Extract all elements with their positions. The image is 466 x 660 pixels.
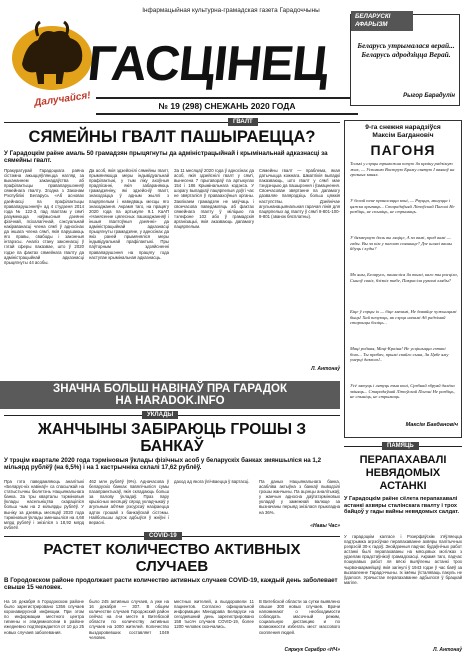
masthead-slogan: Далучайся! <box>33 90 92 109</box>
article-col-2: было 245 активных случаев, а уже на 16 декабря — 307. В общем количестве случаев Городокский район сейчас на 4-м месте в Витебской области по количеству активных случаев на 1000 жителей. Количество выздоровевших составляет 1049 человек. <box>89 599 169 640</box>
poem-header-line-1: 9-га снежня нарадзіўся <box>365 124 441 131</box>
poem-stanza-5: Біце ў сэрцы іх — біце мячамі, Не давайце чужынцамі быць! Хай пачуюць, як сэрца начамі Аб радзімай старонцы баліць... <box>350 309 457 326</box>
masthead-subtitle: Інфармацыйная культурна-грамадская газета Гарадоччыны <box>142 7 320 14</box>
article-col-2: 462 млн рублёў (9%). Адначасова ў беларускіх банках павялічыліся сумы пазапраектыкаў, якія складаюць больш за палову ўкладаў. Праз пару крызісных месяцаў сярод укладчыкаў у агульным аб'ёме рэсурсаў назіраецца адток грошай з банкаўскай сістэмы. Найбольшы адток адбыўся ў жніўні і верасні. <box>89 479 169 525</box>
article-col-3: За 11 месяцаў 2020 года ў адносінах да асоб, якія здзейснілі гвалт у сям'і, вынесена 7 прыгавораў па артыкулах 154 і 186 Крымінальнага кодэкса. У шэрагу выпадкаў пацярпелыя доўгі час не звярталіся ў праваахоўныя органы. Заклікаем грамадзян не маўчаць і своечасова паведамляць аб фактах сямейнага гвалту ў міліцыю па тэлефоне 102 або ў грамадскія арганізацыі, якія аказваюць дапамогу пацярпелым. <box>174 168 254 230</box>
article-col-4: В Витебской области за сутки выявлено свыше 300 новых случаев. Врачи напоминают о необходимости соблюдать масочный режим, социальную дистанцию и по возможности избегать мест массового скопления людей. <box>259 599 340 635</box>
article-col-1: Пракуратурай Гарадоцкага раёна сістэмна ажыццяўляецца нагляд за выкананнем заканадаўства аб прафілактыцы правапарушэнняў сямейнага гвалту. Згодна з Законам Рэспублікі Беларусь «Аб асновах дзейнасці па прафілактыцы правапарушэнняў» ад 4 студзеня 2014 года № 122-З, пад гвалтам у сям'і разумеюцца наўмысныя дзеянні фізічнай, псіхалагічнай, сэксуальнай накіраванасці члена сям'і ў адносінах да іншага члена сям'і, якія парушаюць яго правы, свабоды і законныя інтарэсы. Аналіз стану законнасці ў гэтай сферы паказвае, што ў 2020 годзе па фактах сямейнага гвалту да адміністрацыйнай адказнасці прыцягнуты 44 асобы. <box>4 168 84 265</box>
article-headline: ЖАНЧЫНЫ ЗАБІРАЮЦЬ ГРОШЫ З БАНКАЎ <box>37 421 307 455</box>
website-banner[interactable] <box>0 381 340 409</box>
masthead-title: ГАСЦІНЕЦ <box>85 37 331 91</box>
section-tag: УКЛАДЫ <box>142 411 178 419</box>
article-headline: ПЕРАПАХАВАЛІ НЕВЯДОМЫХ АСТАНКІ <box>359 454 447 492</box>
article-col-1: Пра гэта паведамляюць аналітыкі «Беларус-кіх навінаў» са спасылкай на статыстычны бюлетэнь Нацыянальнага банка. За тры кварталы тэрміновыя ўклады насельніцтва скараціліся больш чым на 2 мільярды рублёў. У выніку за дзевяць месяцаў 2020 года тэрміновыя ўклады зменшыліся на 4,68 млрд рублёў і знізіліся з 18,92 млрд рублёў. <box>4 479 84 529</box>
article-col-4: Сямейны гвалт — праблема, якая датычыцца кожнага. Шматлікія выпадкі паказваюць, што гвалт у сям'і мае тэндэнцыю да пашырэння і ўзмацнення. Своечасовае звяртанне па дапамогу дазваляе папярэдзіць больш цяжкія наступствы. Дзейнічае агульнанацыянальная гарачая лінія для пацярпелых ад гвалту ў сям'і 8-801-100-8-801 (званок бясплатны). <box>259 168 340 219</box>
poem-stanza-4: Мо яны, Беларусь, панясліся За тымі, каго ты расціла, Сыноў сваіх, блізкіх табе, Пакрасіла рукамі хлябы? <box>350 272 458 283</box>
aphorism-text: Беларусь утрымалася верай... Беларусь адродзіцца Верай. <box>357 41 455 60</box>
poem-stanza-6: Маці родная, Маці-Краіна! Не усцішыцца гэтакі боль... Ты прабач, прымі свайго сына, За Цябе яму умерці дазволь!.. <box>350 346 449 363</box>
article-col-1: На 16 декабря в Городокском районе было зарегистрировано 1356 случаев коронавирусной инфекции. При этом по информации местного центра гигиены и эпидемиологии в районе ежедневно подтверждается от 10 до 25 новых случаев заболевания. <box>4 599 84 635</box>
article-col-3: даход ад якога ўлічваецца ў вартасці. <box>174 479 250 484</box>
article-lead: У Гарадоцкім раёне амаль 50 грамадзян прыцягнуты да адміністрацыйнай і крымінальнай адказнасці за сямейны гвалт. <box>4 150 328 165</box>
article-lead: В Городокском районе продолжает расти количество активных случаев COVID-19, каждый день заболевает свыше 15 человек. <box>4 577 338 592</box>
masthead <box>0 0 466 118</box>
banner-line-1: ЗНАЧНА БОЛЬШ НАВІНАЎ ПРА ГАРАДОК <box>53 383 287 395</box>
article-signature: Л. Антонаў <box>311 366 340 372</box>
article-headline: РАСТЕТ КОЛИЧЕСТВО АКТИВНЫХ СЛУЧАЕВ <box>43 541 301 575</box>
aphorism-box <box>350 14 460 106</box>
article-signature: Л. Антонаў <box>433 647 462 653</box>
section-tag: COVID-19 <box>144 532 182 540</box>
article-col-3: местных жителей, а выздоровели 11 пациентов. Согласно официальной информации Минздрава Беларуси на сегодняшний день зарегистрировано 158 тысяч случаев COVID-19, более 1200 человек скончались. <box>174 599 254 630</box>
aphorism-header: БЕЛАРУСКІ АФАРЫЗМ <box>351 11 413 31</box>
article-signature: «Навы Час» <box>310 523 340 529</box>
section-tag: ГВАЛТ <box>228 118 258 126</box>
poem-stanza-2: У белай пене праносяцца коні, — Рвуцца, мкнуцца і цяжка хрыпяць... Старадаўняй Літоўскай Пагоні Не разбіць, не спыніць, не стрымаць. <box>350 198 455 215</box>
issue-line: № 19 (298) СНЕЖАНЬ 2020 ГОДА <box>158 101 296 111</box>
article-bank-deposits <box>4 411 340 535</box>
poem-author: Максім Багдановіч <box>405 422 458 428</box>
article-col-2: Да асоб, якія здзейснілі сямейны гвалт, прымяняюцца меры індывідуальнай прафілактыкі, у тым ліку ахоўныя прадпісанні, якія забараняюць грамадзяніну, які здзейсніў гвалт, знаходзіцца ў адным жыллі з пацярпелым і наведваць месцы яго знаходжання. Акрамя таго, на працягу 2020 года па артыкуле 9.1 КаАП «Нанясенне цялесных пашкоджанняў і іншыя гвалтоўныя дзеянні» да адміністрацыйнай адказнасці прыцягнуты грамадзяне, у адносінах да якіх раней прымяняліся меры індывідуальнай прафілактыкі. Пры паўторным здзяйсненні правапарушэння на працягу года наступае крымінальная адказнасць. <box>89 168 169 260</box>
article-col-4: Па даных Нацыянальнага банка, асабліва актыўна з банкаў выводзілі грошы жанчыны. Па ацэнцы аналітыкаў, у жанчын адносна даўгатэрміновых укладаў у замежнай валюце за вызначаны перыяд знізілася прыкладна на 36%. <box>259 479 340 515</box>
bison-emblem-icon <box>8 14 96 94</box>
article-memory <box>344 442 462 656</box>
poem-title: ПАГОНЯ <box>370 142 436 158</box>
section-tag: ПАМЯЦЬ <box>382 442 419 450</box>
aphorism-author: Рыгор Барадулін <box>403 93 455 99</box>
masthead-rule-bottom <box>96 113 358 115</box>
article-lead: У Гарадоцкім раёне сёлета перапахавалі астанкі ахвяры сталінскага гвалту і трох байцоў у гады вайны невядомых салдат. <box>344 496 460 516</box>
banner-line-2: НА HARADOK.INFO <box>115 395 225 407</box>
section-rule <box>4 122 340 123</box>
poem-stanza-7: Усё лятуць і лятуць тыя коні, Срэбнай збруяй далёка звіняць... Старадаўняй Літоўскай Пагоні Не разбіць, не спыніць, не стрымаць. <box>350 383 455 400</box>
article-body: У гарадоцкім калгасе і Рэзерфаўскім з'яўляецца падтрымка агрэсіўнае перапахаванне ахвяры палітычных рэпрэсій 30-х гадоў. Знойдзеныя падчас будаўнічых работ астанкі былі перапахаваны на мясцовых могілках з удзелам прадстаўнікоў грамадскасці. Акрамя таго, падчас пошукавых работ ля вёскі выяўлены астанкі трох чырвонаармейцаў, якія загінулі ў 1943 годзе ў час баёў за вызваленне Гарадоччыны. Іх імёны ўсталяваць пакуль не ўдалося. Урачыстае перапахаванне адбылося ў брацкай магіле. <box>344 534 462 585</box>
poem-stanza-3: У бязмерную даль вы ляціце, А за вамі, прад вамі — гады. Вы за кім у пагоню спяшыце? Дзе шляхі вашы йдуць і куды? <box>350 235 452 252</box>
poem-box <box>344 120 462 438</box>
masthead-rule <box>96 97 358 99</box>
article-domestic-violence <box>4 118 340 380</box>
poem-header-line-2: Максім Багдановіч <box>372 132 434 139</box>
article-lead: У трэцім квартале 2020 года тэрміновыя ўклады фізічных асоб у беларускіх банках змяншыліся на 1,2 мільярд рублёў (на 6,5%) і на 1 кастрычніка склалі 17,62 рублёў. <box>4 457 322 472</box>
article-signature: Сяржук Серабро «НЧ» <box>284 647 340 653</box>
article-covid <box>4 532 340 656</box>
article-headline: СЯМЕЙНЫ ГВАЛТ ПАШЫРАЕЦЦА? <box>28 128 316 146</box>
poem-stanza-1: Толькі у сэрцы трывожна пачую За краіну радзімую жах, — Успомню Вострую Браму святую І ваякаў на грозных канях. <box>350 161 455 178</box>
